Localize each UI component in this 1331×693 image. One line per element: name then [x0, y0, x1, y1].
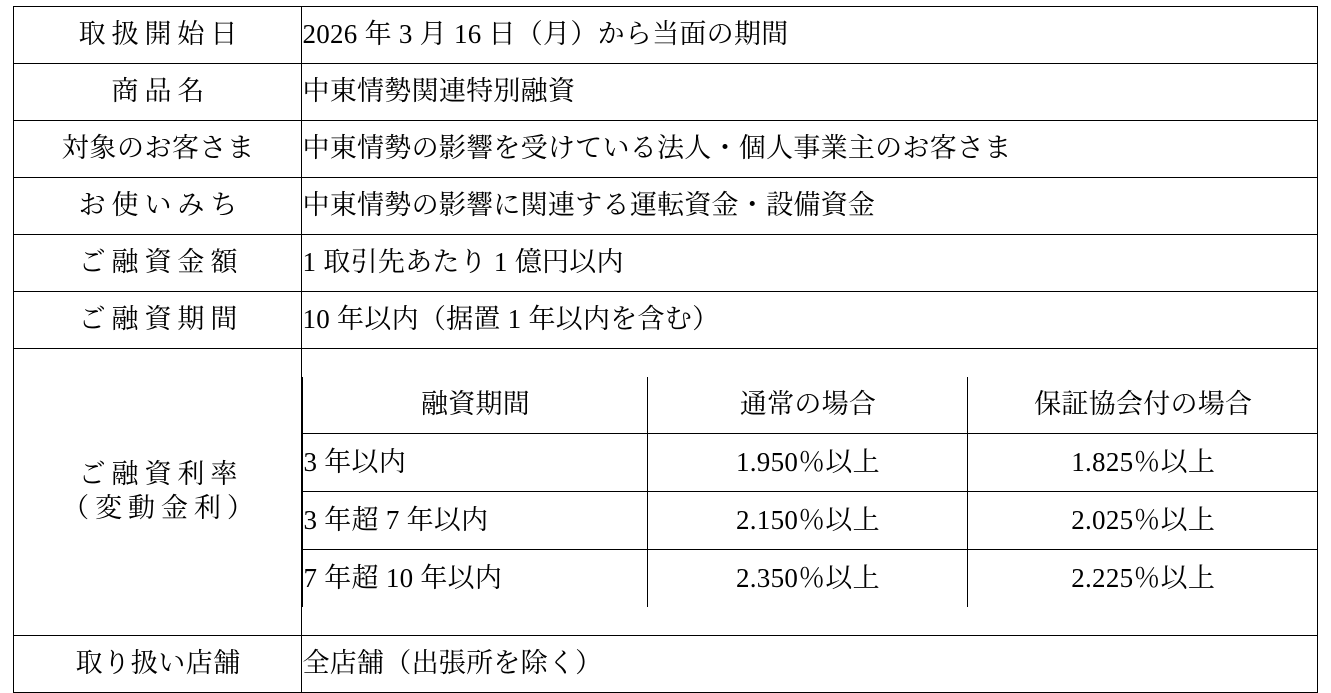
rate-term-2: 3 年超 7 年以内 [303, 492, 648, 550]
row-value-loan-amount: 1 取引先あたり 1 億円以内 [302, 235, 1317, 292]
rate-header-normal: 通常の場合 [648, 377, 968, 434]
row-label-loan-period: ご融資期間 [14, 292, 302, 349]
interest-rate-row [303, 492, 1318, 550]
row-label-start-date: 取扱開始日 [14, 7, 302, 64]
row-value-target-customer: 中東情勢の影響を受けている法人・個人事業主のお客さま [302, 121, 1317, 178]
interest-rate-row [303, 550, 1318, 608]
row-label-product-name: 商品名 [14, 64, 302, 121]
table-row [14, 7, 1317, 64]
row-label-usage: お使いみち [14, 178, 302, 235]
table-row [14, 178, 1317, 235]
row-value-loan-period: 10 年以内（据置 1 年以内を含む） [302, 292, 1317, 349]
interest-rate-header-row [303, 377, 1318, 434]
interest-rate-row [303, 434, 1318, 492]
rate-header-term: 融資期間 [303, 377, 648, 434]
product-summary-table [13, 6, 1317, 693]
table-row [14, 636, 1317, 693]
table-row [14, 121, 1317, 178]
row-value-branches: 全店舗（出張所を除く） [302, 636, 1317, 693]
table-row [14, 292, 1317, 349]
interest-rate-label-line1: ご融資利率 [78, 459, 244, 490]
rate-normal-2: 2.150％以上 [648, 492, 968, 550]
table-row [14, 64, 1317, 121]
rate-guaranteed-2: 2.025％以上 [968, 492, 1318, 550]
row-label-loan-amount: ご融資金額 [14, 235, 302, 292]
row-label-target-customer: 対象のお客さま [14, 121, 302, 178]
interest-rate-table [302, 377, 1318, 607]
rate-term-3: 7 年超 10 年以内 [303, 550, 648, 608]
rate-guaranteed-1: 1.825％以上 [968, 434, 1318, 492]
row-value-start-date: 2026 年 3 月 16 日（月）から当面の期間 [302, 7, 1317, 64]
table-row [14, 235, 1317, 292]
rate-normal-3: 2.350％以上 [648, 550, 968, 608]
row-value-product-name: 中東情勢関連特別融資 [302, 64, 1317, 121]
table-row-interest-rate [14, 349, 1317, 636]
rate-normal-1: 1.950％以上 [648, 434, 968, 492]
interest-rate-label-line2: （変動金利） [62, 493, 260, 523]
row-value-usage: 中東情勢の影響に関連する運転資金・設備資金 [302, 178, 1317, 235]
rate-guaranteed-3: 2.225％以上 [968, 550, 1318, 608]
row-label-branches: 取り扱い店舗 [14, 636, 302, 693]
interest-rate-subtable-wrapper [302, 349, 1317, 636]
row-label-interest-rate [14, 349, 302, 636]
rate-header-guaranteed: 保証協会付の場合 [968, 377, 1318, 434]
rate-term-1: 3 年以内 [303, 434, 648, 492]
